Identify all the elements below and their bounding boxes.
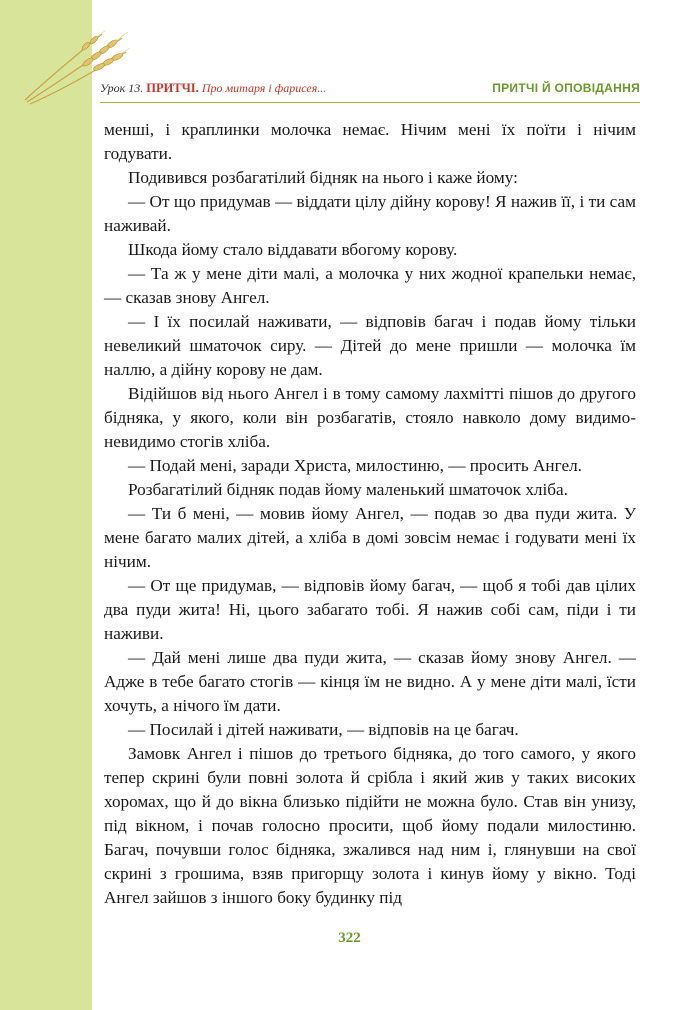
lesson-heading (100, 81, 326, 96)
paragraph: — Дай мені лише два пуди жита, — сказав йому знову Ангел. — Адже в тебе багато стогів — кінця їм не видно. А у мене діти малі, їсти хочуть, а нічого їм дати. (104, 648, 636, 715)
section-title: ПРИТЧІ Й ОПОВІДАННЯ (492, 81, 640, 95)
paragraph: — І їх посилай наживати, — відповів багач і подав йому тільки невеликий шматочок сиру. — Дітей до мене пришли — молочка їм наллю, а дійну корову не дам. (104, 312, 636, 379)
body-text (104, 118, 636, 910)
paragraph: — Подай мені, заради Христа, милостиню, — просить Ангел. (128, 456, 582, 475)
paragraph: — От що придумав — віддати цілу дійну корову! Я нажив її, і ти сам наживай. (104, 192, 636, 235)
lesson-subtopic: Про митаря і фарисея... (201, 81, 327, 95)
paragraph: Шкода йому стало віддавати вбогому корову. (128, 240, 458, 259)
paragraph: Відійшов від нього Ангел і в тому самому лахмітті пішов до другого бідняка, у якого, коли він розбагатів, стояло навколо дому видимо-невидимо стогів хліба. (104, 384, 636, 451)
paragraph: — От ще придумав, — відповів йому багач, — щоб я тобі дав цілих два пуди жита! Ні, цього забагато тобі. Я нажив собі сам, піди і ти наживи. (104, 576, 636, 643)
header-divider (100, 102, 640, 103)
paragraph: — Ти б мені, — мовив йому Ангел, — подав зо два пуди жита. У мене багато малих дітей, а хліба в домі зовсім немає і годувати мені їх нічим. (104, 504, 636, 571)
paragraph: — Посилай і дітей наживати, — відповів на це багач. (128, 720, 519, 739)
side-band (0, 0, 92, 1010)
paragraph: Замовк Ангел і пішов до третього бідняка, до того самого, у якого тепер скрині були повні золота й срібла і який жив у таких високих хоромах, що й до вікна близько підійти не можна було. Став він унизу, під вікном, і почав голосно просити, щоб йому подали милостиню. Багач, почувши голос бідняка, зжалився над ним і, глянувши на свої скрині з грошима, взяв пригорщу золота і кинув йому у вікно. Тоді Ангел зайшов з іншого боку будинку під (104, 744, 636, 907)
lesson-label: Урок 13. (100, 81, 144, 95)
paragraph: Подивився розбагатілий бідняк на нього і каже йому: (128, 168, 518, 187)
lesson-topic: ПРИТЧІ. (146, 81, 199, 95)
page-header (100, 81, 640, 99)
paragraph: — Та ж у мене діти малі, а молочка у них жодної крапельки немає, — сказав знову Ангел. (104, 264, 636, 307)
page-number: 322 (338, 930, 361, 946)
paragraph: Розбагатілий бідняк подав йому маленький шматочок хліба. (128, 480, 568, 499)
paragraph: менші, і краплинки молочка немає. Нічим мені їх поїти і нічим годувати. (104, 120, 636, 163)
